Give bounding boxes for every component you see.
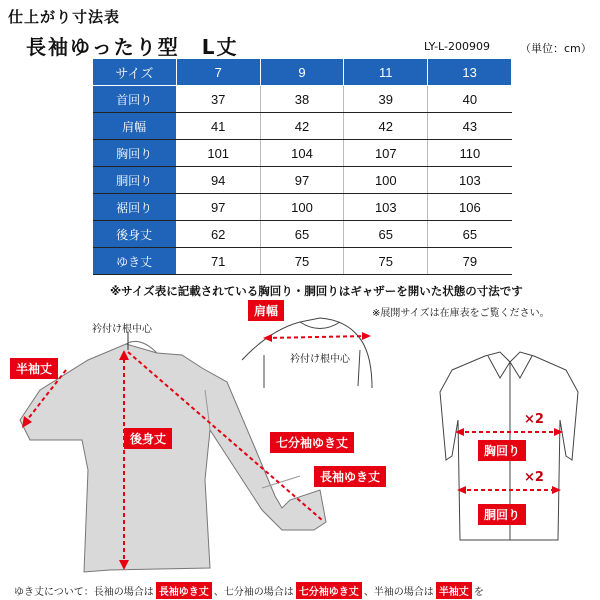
row-value: 107 [344, 140, 428, 167]
shoulder-arrow-left [263, 334, 272, 342]
size-header-label: サイズ [93, 59, 177, 86]
row-value: 101 [176, 140, 260, 167]
row-value: 65 [428, 221, 512, 248]
gather-note: ※サイズ表に記載されている胸回り・胴回りはギャザーを開いた状態の寸法です [110, 284, 523, 298]
row-label: 胸回り [93, 140, 177, 167]
row-value: 97 [176, 194, 260, 221]
stock-note: ※展開サイズは在庫表をご覧ください。 [372, 308, 550, 319]
half-sleeve-tag: 半袖丈 [10, 358, 58, 379]
footer-tag-long: 長袖ゆき丈 [156, 582, 212, 599]
row-value: 110 [428, 140, 512, 167]
chest-tag: 胸回り [478, 440, 526, 461]
collar-base-small-label: 衿付け根中心 [290, 354, 350, 365]
row-label: ゆき丈 [93, 248, 177, 275]
row-label: 胴回り [93, 167, 177, 194]
row-value: 41 [176, 113, 260, 140]
waist-arrow-left [457, 486, 466, 494]
small-back-collar [300, 322, 340, 329]
footer-text-3: 、半袖の場合は [363, 587, 434, 598]
row-value: 62 [176, 221, 260, 248]
waist-arrow-right [552, 486, 561, 494]
row-value: 42 [344, 113, 428, 140]
footer-text-4: を [473, 587, 484, 598]
footer-note [14, 582, 484, 599]
row-value: 94 [176, 167, 260, 194]
size-col: 7 [176, 59, 260, 86]
size-col: 11 [344, 59, 428, 86]
row-label: 肩幅 [93, 113, 177, 140]
row-value: 75 [344, 248, 428, 275]
back-length-tag: 後身丈 [124, 428, 172, 449]
product-code: LY-L-200909 [424, 40, 490, 53]
row-value: 39 [344, 86, 428, 113]
row-value: 103 [344, 194, 428, 221]
size-col: 9 [260, 59, 344, 86]
row-value: 106 [428, 194, 512, 221]
row-value: 65 [260, 221, 344, 248]
back-shirt-body [20, 344, 326, 572]
shoulder-width-tag: 肩幅 [248, 300, 284, 321]
footer-tag-three-quarter: 七分袖ゆき丈 [296, 582, 362, 599]
row-label: 後身丈 [93, 221, 177, 248]
row-value: 100 [344, 167, 428, 194]
collar-base-label: 衿付け根中心 [92, 324, 152, 335]
row-value: 65 [344, 221, 428, 248]
shoulder-arrow-right [362, 332, 371, 340]
row-value: 100 [260, 194, 344, 221]
row-value: 79 [428, 248, 512, 275]
waist-tag: 胴回り [478, 504, 526, 525]
title-large: 長袖ゆったり型 L丈 [26, 35, 239, 59]
title-small: 仕上がり寸法表 [8, 8, 121, 26]
row-value: 71 [176, 248, 260, 275]
row-value: 104 [260, 140, 344, 167]
long-sleeve-tag: 長袖ゆき丈 [314, 466, 386, 487]
footer-text-1: ゆき丈について：長袖の場合は [14, 587, 154, 598]
row-value: 38 [260, 86, 344, 113]
row-value: 43 [428, 113, 512, 140]
unit-label: （単位：cm） [520, 42, 592, 55]
shoulder-width-line [266, 336, 368, 338]
size-col: 13 [428, 59, 512, 86]
row-value: 37 [176, 86, 260, 113]
row-label: 首回り [93, 86, 177, 113]
row-value: 97 [260, 167, 344, 194]
footer-tag-half: 半袖丈 [436, 582, 472, 599]
footer-text-2: 、七分袖の場合は [213, 587, 294, 598]
waist-times-two: ×2 [524, 470, 544, 485]
chest-times-two: ×2 [524, 412, 544, 427]
row-value: 103 [428, 167, 512, 194]
row-value: 40 [428, 86, 512, 113]
three-quarter-sleeve-tag: 七分袖ゆき丈 [270, 432, 354, 453]
row-value: 75 [260, 248, 344, 275]
row-value: 42 [260, 113, 344, 140]
row-label: 裾回り [93, 194, 177, 221]
